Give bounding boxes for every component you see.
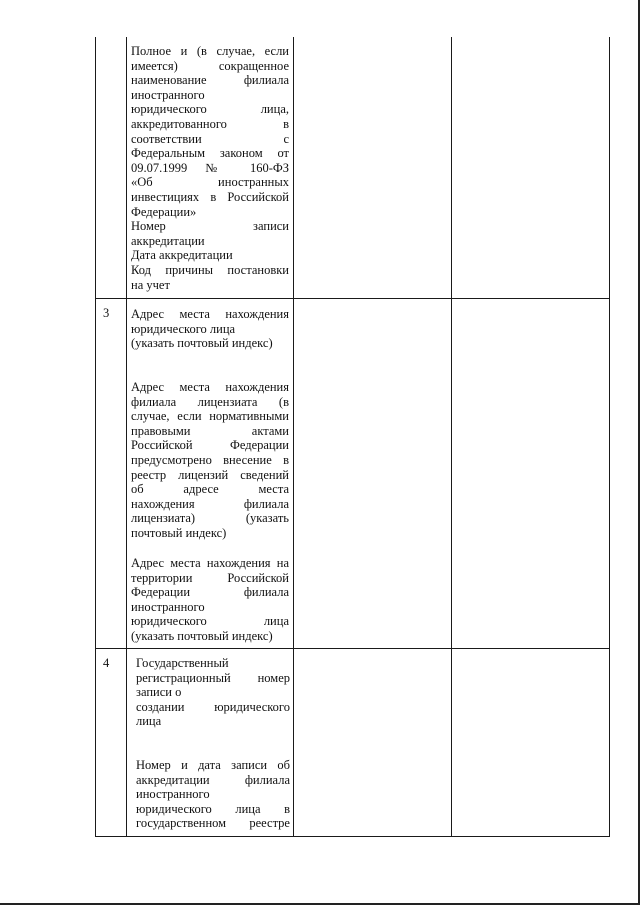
text-line: территории Российской xyxy=(131,570,289,585)
row-label-cell xyxy=(131,307,289,351)
text-line: нахождения филиала xyxy=(131,496,289,511)
text-line: создании юридического xyxy=(136,699,290,714)
text-line: об адресе места xyxy=(131,482,289,497)
text-line: Федерации филиала xyxy=(131,585,289,600)
text-line: филиала лицензиата (в xyxy=(131,394,289,409)
text-line: юридического лица xyxy=(131,614,289,629)
row-label-cell xyxy=(131,44,289,292)
text-line: реестр лицензий сведений xyxy=(131,467,289,482)
text-line: аккредитованного в xyxy=(131,116,289,131)
row-label-cell xyxy=(131,380,289,541)
row-divider-3-4 xyxy=(95,648,610,649)
text-line: случае, если нормативными xyxy=(131,409,289,424)
text-line: записи о xyxy=(136,685,182,700)
text-line: Адрес места нахождения xyxy=(131,380,289,394)
text-line: Адрес места нахождения xyxy=(131,307,289,321)
text-line: имеется) сокращенное xyxy=(131,58,289,73)
text-line: Номер записи xyxy=(131,219,289,234)
table-left-border xyxy=(95,37,96,837)
text-line: иностранного xyxy=(131,599,205,614)
text-line: наименование филиала xyxy=(131,73,289,88)
text-line: Государственный xyxy=(136,656,229,670)
text-line: юридического лица, xyxy=(131,102,289,117)
text-line: иностранного xyxy=(131,87,205,102)
text-line: 09.07.1999 № 160-ФЗ xyxy=(131,160,289,175)
table-bottom-border xyxy=(95,836,610,837)
text-line: Адрес места нахождения на xyxy=(131,556,289,570)
text-line: лицензиата) (указать xyxy=(131,511,289,526)
text-line: (указать почтовый индекс) xyxy=(131,628,273,643)
text-line: аккредитации филиала xyxy=(136,772,290,787)
text-line: предусмотрено внесение в xyxy=(131,452,289,467)
text-line: соответствии с xyxy=(131,131,289,146)
text-line: Федеральным законом от xyxy=(131,146,289,161)
text-line: Дата аккредитации xyxy=(131,248,233,263)
text-line: иностранного xyxy=(136,787,210,802)
text-line: регистрационный номер xyxy=(136,670,290,685)
text-line: Федерации» xyxy=(131,204,197,219)
text-line: «Об иностранных xyxy=(131,175,289,190)
row-label-cell xyxy=(131,556,289,644)
row-number: 4 xyxy=(103,656,110,670)
text-line: правовыми актами xyxy=(131,423,289,438)
column-divider-value xyxy=(451,37,452,837)
table-right-border xyxy=(609,37,610,837)
text-line: государственном реестре xyxy=(136,816,290,831)
text-line: инвестициях в Российской xyxy=(131,189,289,204)
row-label-cell xyxy=(136,656,290,729)
column-divider-number xyxy=(126,37,127,837)
text-line: Полное и (в случае, если xyxy=(131,44,289,58)
text-line: юридического лица в xyxy=(136,801,290,816)
text-line: Номер и дата записи об xyxy=(136,758,290,772)
text-line: аккредитации xyxy=(131,233,205,248)
text-line: Код причины постановки xyxy=(131,262,289,277)
text-line: Российской Федерации xyxy=(131,438,289,453)
text-line: юридического лица xyxy=(131,321,236,336)
row-divider-2-3 xyxy=(95,298,610,299)
text-line: на учет xyxy=(131,277,170,292)
row-label-cell xyxy=(136,758,290,831)
text-line: почтовый индекс) xyxy=(131,525,227,540)
text-line: лица xyxy=(136,714,162,729)
row-number: 3 xyxy=(103,306,110,320)
text-line: (указать почтовый индекс) xyxy=(131,336,273,351)
column-divider-label xyxy=(293,37,294,837)
